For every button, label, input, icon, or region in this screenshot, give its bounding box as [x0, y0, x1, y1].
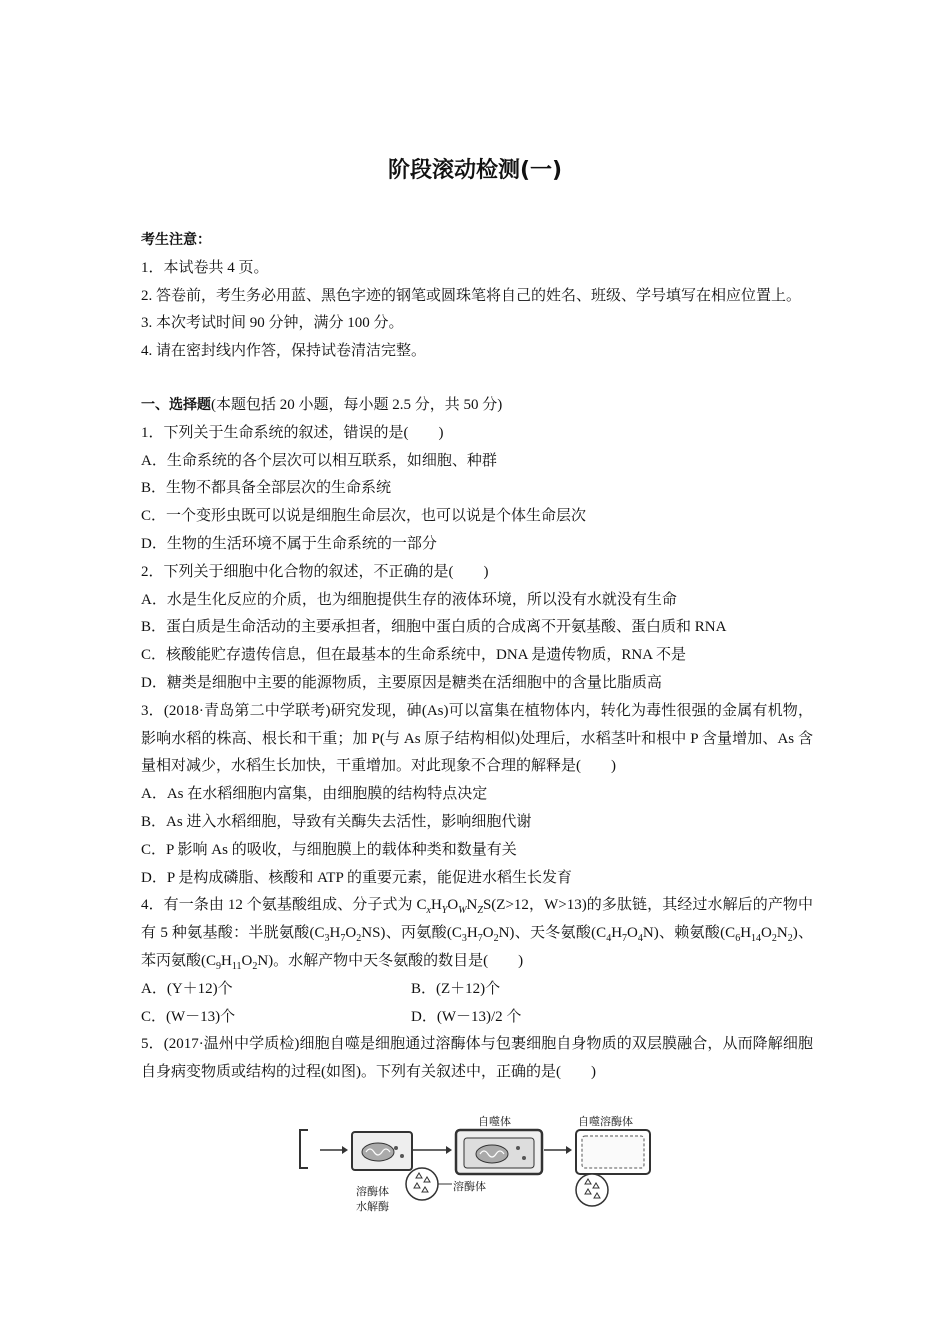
- label-hydrolase: 水解酶: [356, 1201, 389, 1213]
- question-stem: 5．(2017·温州中学质检)细胞自噬是细胞通过溶酶体与包裹细胞自身物质的双层膜融合，从而降解细胞自身病变物质或结构的过程(如图)。下列有关叙述中，正确的是( ): [141, 1036, 813, 1081]
- question-option: D．生物的生活环境不属于生命系统的一部分: [141, 535, 437, 552]
- question-option: B．As 进入水稻细胞，导致有关酶失去活性，影响细胞代谢: [141, 813, 532, 830]
- notice-item: 4. 请在密封线内作答，保持试卷清洁完整。: [141, 343, 427, 360]
- notice-item: 2. 答卷前，考生务必用蓝、黑色字迹的钢笔或圆珠笔将自己的姓名、班级、学号填写在相应位置上。: [141, 287, 802, 304]
- exam-body: [141, 227, 813, 1087]
- section-label: 一、选择题: [141, 396, 211, 413]
- option-row: [141, 976, 813, 1004]
- question-option: B．生物不都具备全部层次的生命系统: [141, 480, 392, 497]
- option-row: [141, 1004, 813, 1032]
- question-option: C．(W－13)个: [141, 1008, 236, 1025]
- question-option: D．糖类是细胞中主要的能源物质，主要原因是糖类在活细胞中的含量比脂质高: [141, 674, 662, 691]
- question-stem: 2．下列关于细胞中化合物的叙述，不正确的是( ): [141, 563, 489, 580]
- section-header: [141, 392, 813, 420]
- question-option: B．(Z＋12)个: [411, 980, 501, 997]
- notice-item: 3. 本次考试时间 90 分钟，满分 100 分。: [141, 315, 404, 332]
- label-autolysosome: 自噬溶酶体: [578, 1116, 633, 1128]
- question-option: D．P 是构成磷脂、核酸和 ATP 的重要元素，能促进水稻生长发育: [141, 869, 572, 886]
- question-option: C．核酸能贮存遗传信息，但在最基本的生命系统中，DNA 是遗传物质，RNA 不是: [141, 647, 687, 664]
- page-title: 阶段滚动检测(一): [387, 158, 563, 183]
- question-option: C．一个变形虫既可以说是细胞生命层次，也可以说是个体生命层次: [141, 508, 587, 525]
- question-option: A．水是生化反应的介质，也为细胞提供生存的液体环境，所以没有水就没有生命: [141, 591, 677, 608]
- question-option: B．蛋白质是生命活动的主要承担者，细胞中蛋白质的合成离不开氨基酸、蛋白质和 RNA: [141, 619, 727, 636]
- question-stem: 1．下列关于生命系统的叙述，错误的是( ): [141, 424, 444, 441]
- question-option: A．生命系统的各个层次可以相互联系，如细胞、种群: [141, 452, 497, 469]
- section-desc: (本题包括 20 小题，每小题 2.5 分，共 50 分): [211, 396, 503, 413]
- question-option: A．As 在水稻细胞内富集，由细胞膜的结构特点决定: [141, 786, 488, 803]
- autophagy-figure: [296, 1110, 666, 1220]
- label-lysosome-2: 溶酶体: [453, 1181, 486, 1193]
- question-option: C．P 影响 As 的吸收，与细胞膜上的载体种类和数量有关: [141, 841, 517, 858]
- notice-item: 1．本试卷共 4 页。: [141, 259, 269, 276]
- label-autophagosome: 自噬体: [478, 1116, 511, 1128]
- question-option: D．(W－13)/2 个: [411, 1008, 522, 1025]
- question-stem: 3．(2018·青岛第二中学联考)研究发现，砷(As)可以富集在植物体内，转化为毒性很强的金属有机物，影响水稻的株高、根长和干重；加 P(与 As 原子结构相似)处理后，水稻茎叶和根中 P 含量增加、As 含量相对减少，水稻生长加快，干重增加。对此现象不合理的解释是( ): [141, 702, 813, 775]
- notice-heading: 考生注意：: [141, 232, 211, 248]
- label-lysosome-1: 溶酶体: [356, 1186, 389, 1198]
- question-option: A．(Y＋12)个: [141, 980, 233, 997]
- question-stem-q4: 4．有一条由 12 个氨基酸组成、分子式为 $C_xH_YO_WN_ZS(Z>12$，W>13)的多肽链，其经过水解后的产物中有 5 种氨基酸：半胱氨酸$(C_3H_7O_2NS)$、丙氨酸$(C_3H_7O_2N)$、天冬氨酸$(C_4H_7O_4N)$、赖氨酸$(C_6H_{14}O_2N_2)$、苯丙氨酸$(C_9H_{11}O_2N)$。水解产物中天冬氨酸的数目是( ): [141, 897, 814, 972]
